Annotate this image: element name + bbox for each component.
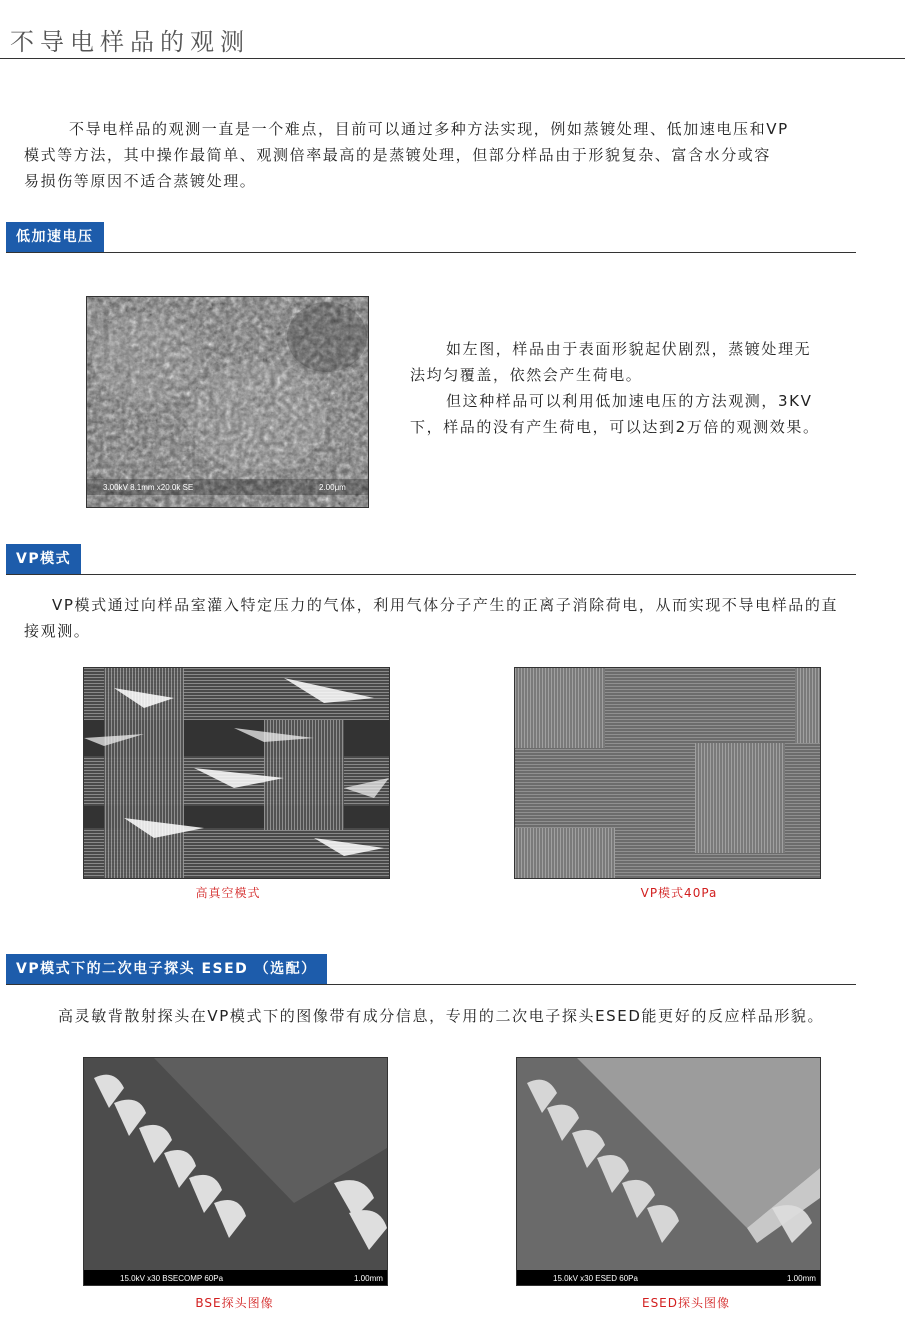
- intro-line: 模式等方法，其中操作最简单、观测倍率最高的是蒸镀处理，但部分样品由于形貌复杂、富含水分或容: [24, 146, 772, 164]
- description-line: 下，样品的没有产生荷电，可以达到2万倍的观测效果。: [410, 418, 820, 436]
- section-divider: [6, 252, 856, 253]
- sem-texture: [515, 668, 820, 878]
- image-info-text: 15.0kV x30 ESED 60Pa: [553, 1274, 638, 1283]
- intro-line: 易损伤等原因不适合蒸镀处理。: [24, 172, 257, 190]
- description-line: 接观测。: [24, 622, 91, 640]
- esed-description: [24, 1003, 884, 1029]
- image-scale-text: 1.00mm: [354, 1274, 383, 1283]
- description-line: VP模式通过向样品室灌入特定压力的气体，利用气体分子产生的正离子消除荷电，从而实现不导电样品的直: [52, 596, 839, 614]
- sem-image-vp-40pa: [514, 667, 821, 879]
- section-tab-vp-mode: VP模式: [6, 544, 81, 574]
- section-tab-esed: VP模式下的二次电子探头 ESED （选配）: [6, 954, 327, 984]
- sem-texture: [87, 297, 368, 507]
- image-scale-text: 2.00μm: [319, 483, 346, 492]
- caption-esed: ESED探头图像: [641, 1296, 731, 1310]
- sem-texture: [517, 1058, 820, 1285]
- caption-bse: BSE探头图像: [195, 1296, 274, 1310]
- image-info-text: 15.0kV x30 BSECOMP 60Pa: [120, 1274, 224, 1283]
- section-divider: [6, 574, 856, 575]
- sem-texture: [84, 1058, 387, 1285]
- low-voltage-description: [410, 336, 880, 440]
- intro-paragraph: [24, 116, 884, 194]
- description-line: 如左图，样品由于表面形貌起伏剧烈，蒸镀处理无: [446, 340, 812, 358]
- description-line: 法均匀覆盖，依然会产生荷电。: [410, 366, 643, 384]
- description-line: 但这种样品可以利用低加速电压的方法观测，3KV: [446, 392, 813, 410]
- title-divider: [0, 58, 905, 59]
- section-divider: [6, 984, 856, 985]
- sem-image-esed: [516, 1057, 821, 1286]
- intro-line: 不导电样品的观测一直是一个难点，目前可以通过多种方法实现，例如蒸镀处理、低加速电压和VP: [69, 120, 789, 138]
- image-scale-text: 1.00mm: [787, 1274, 816, 1283]
- sem-image-high-vacuum: [83, 667, 390, 879]
- caption-vp-40pa: VP模式40Pa: [640, 886, 718, 900]
- page-title: 不导电样品的观测: [10, 28, 250, 56]
- image-info-text: 3.00kV 8.1mm x20.0k SE: [103, 483, 194, 492]
- sem-image-bse: [83, 1057, 388, 1286]
- sem-image-low-voltage: [86, 296, 369, 508]
- sem-texture: [84, 668, 389, 878]
- caption-high-vacuum: 高真空模式: [195, 886, 261, 900]
- description-line: 高灵敏背散射探头在VP模式下的图像带有成分信息，专用的二次电子探头ESED能更好的反应样品形貌。: [58, 1007, 825, 1025]
- section-tab-low-voltage: 低加速电压: [6, 222, 104, 252]
- vp-mode-description: [24, 592, 884, 644]
